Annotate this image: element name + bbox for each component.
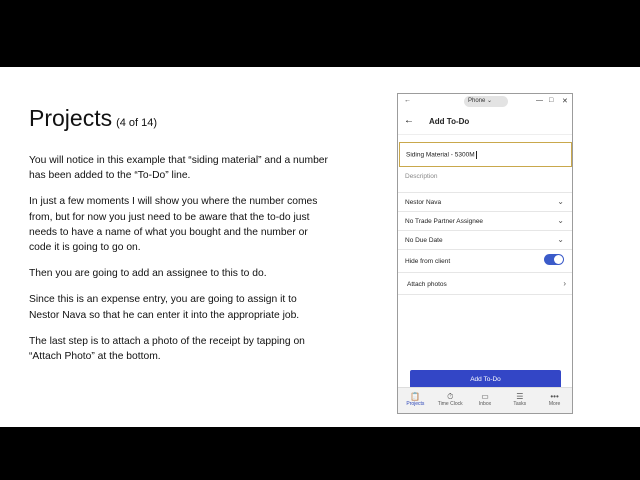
- hide-from-client-row: [398, 250, 572, 273]
- nav-tasks[interactable]: [502, 388, 537, 413]
- attach-photos-row[interactable]: [398, 273, 572, 295]
- minimize-icon[interactable]: —: [536, 97, 543, 104]
- nav-label: Time Clock: [437, 401, 463, 407]
- slide: [0, 67, 640, 427]
- chevron-down-icon: ⌄: [557, 197, 564, 206]
- app-bar: [398, 110, 572, 135]
- chevron-down-icon: ⌄: [557, 235, 564, 244]
- due-date-select[interactable]: [398, 231, 572, 250]
- slide-title: [29, 105, 157, 132]
- trade-partner-value: No Trade Partner Assignee: [405, 218, 484, 225]
- toggle-knob: [554, 255, 563, 264]
- slide-subtitle: (4 of 14): [116, 117, 158, 129]
- nav-label: More: [548, 401, 561, 407]
- nav-label: Projects: [406, 401, 425, 407]
- chat-icon: ▭: [481, 392, 489, 401]
- attach-photos-label: Attach photos: [407, 281, 447, 288]
- nav-inbox[interactable]: [468, 388, 503, 413]
- nav-time-clock[interactable]: [433, 388, 468, 413]
- chevron-right-icon: ›: [563, 279, 566, 288]
- device-label: Phone: [468, 98, 486, 104]
- todo-title-value: Siding Material - 5300M: [406, 151, 475, 159]
- phone-emulator: [397, 93, 573, 414]
- close-icon[interactable]: ✕: [562, 98, 568, 105]
- hide-from-client-toggle[interactable]: [544, 254, 564, 265]
- maximize-icon[interactable]: □: [549, 97, 554, 104]
- paragraph: Since this is an expense entry, you are going to assign it to Nestor Nava so that he can enter it into the appropriate job.: [29, 294, 300, 321]
- due-date-value: No Due Date: [405, 237, 443, 244]
- description-field[interactable]: [398, 167, 572, 193]
- slide-title-text: Projects: [29, 105, 113, 131]
- add-todo-button[interactable]: Add To-Do: [410, 370, 561, 390]
- back-arrow-icon[interactable]: ←: [404, 115, 414, 126]
- text-cursor: [476, 151, 477, 159]
- window-back-icon[interactable]: ←: [404, 97, 411, 104]
- clipboard-icon: 📋: [410, 392, 421, 401]
- stopwatch-icon: ⏱: [447, 392, 454, 401]
- bottom-nav: [398, 387, 572, 413]
- nav-label: Inbox: [478, 401, 492, 407]
- device-selector[interactable]: [464, 96, 508, 107]
- window-bar: [398, 94, 572, 110]
- paragraph: The last step is to attach a photo of the receipt by tapping on “Attach Photo” at the bottom.: [29, 335, 305, 363]
- checklist-icon: ☰: [516, 392, 524, 401]
- chevron-down-icon: ⌄: [557, 216, 564, 225]
- more-icon: •••: [550, 392, 559, 401]
- hide-from-client-label: Hide from client: [405, 258, 451, 265]
- paragraph: In just a few moments I will show you where the number comes from, but for now you just need to be aware that the to-do just needs to have a name of what you bought and the number or code it is going to go on.: [29, 196, 318, 254]
- screen-title: Add To-Do: [429, 117, 470, 126]
- nav-projects[interactable]: [398, 388, 433, 413]
- slide-body: [29, 153, 329, 375]
- todo-title-field[interactable]: [399, 142, 572, 167]
- trade-partner-select[interactable]: [398, 212, 572, 231]
- nav-label: Tasks: [513, 401, 527, 407]
- paragraph: Then you are going to add an assignee to this to do.: [29, 268, 267, 280]
- paragraph: You will notice in this example that “siding material” and a number has been added to the “To-Do” line.: [29, 155, 328, 182]
- assignee-value: Nestor Nava: [405, 199, 442, 206]
- nav-more[interactable]: [537, 388, 572, 413]
- description-placeholder: Description: [405, 173, 438, 180]
- chevron-down-icon: ⌄: [487, 98, 493, 104]
- assignee-select[interactable]: [398, 193, 572, 212]
